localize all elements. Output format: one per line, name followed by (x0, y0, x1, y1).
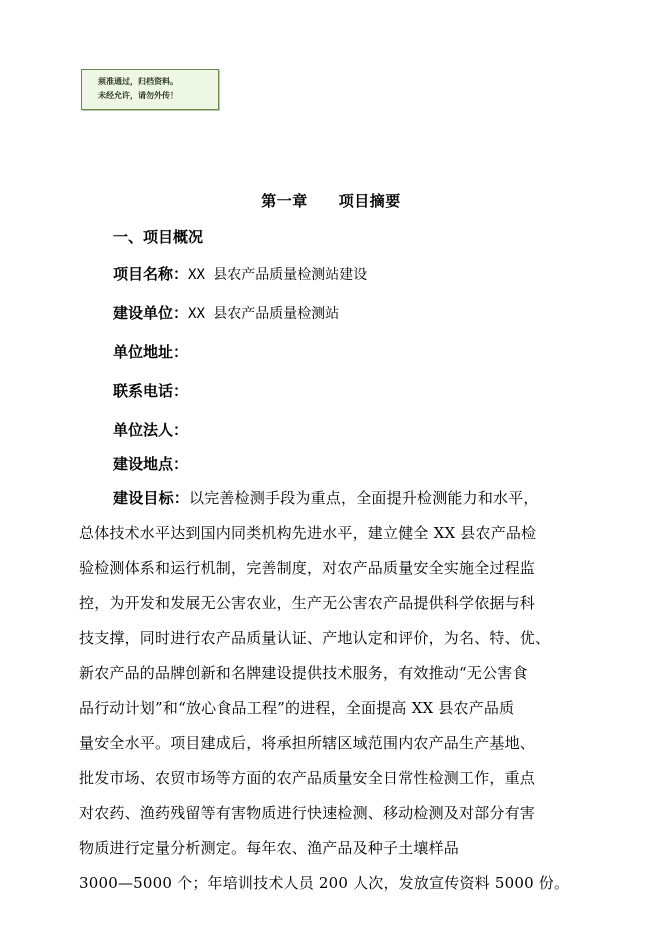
goal-label: 建设目标： (113, 489, 190, 507)
goal-line: 3000—5000 个；年培训技术人员 200 人次，发放宣传资料 5000 份。 (79, 874, 570, 892)
goal-line: 技支撑，同时进行农产品质量认证、产地认定和评价，为名、特、优、 (79, 629, 551, 647)
goal-line: 控，为开发和发展无公害农业，生产无公害农产品提供科学依据与科 (79, 594, 536, 612)
goal-line: 品行动计划”和“放心食品工程”的进程，全面提高 XX 县农产品质 (79, 699, 515, 717)
goal-first-line (113, 487, 539, 508)
section-heading: 一、项目概况 (113, 228, 204, 246)
stamp-line-1: 须准通过，归档资料。 (98, 77, 178, 86)
field-project-name (113, 263, 367, 284)
goal-line: 对农药、渔药残留等有害物质进行快速检测、移动检测及对部分有害 (79, 804, 536, 822)
field-legal-representative (113, 419, 188, 440)
field-unit-address (113, 341, 188, 362)
field-value: XX 县农产品质量检测站 (188, 306, 340, 322)
chapter-title: 第一章 项目摘要 (261, 192, 401, 210)
field-construction-unit (113, 302, 339, 323)
goal-line: 量安全水平。项目建成后，将承担所辖区域范围内农产品生产基地、 (79, 734, 536, 752)
field-value: XX 县农产品质量检测站建设 (188, 267, 368, 283)
field-contact-phone (113, 380, 188, 401)
stamp-line-2: 未经允许，请勿外传！ (98, 91, 178, 100)
field-label: 项目名称： (113, 265, 189, 283)
goal-text: 以完善检测手段为重点，全面提升检测能力和水平， (189, 489, 539, 507)
field-label: 单位法人： (113, 421, 189, 439)
field-label: 建设地点： (113, 455, 189, 473)
field-label: 建设单位： (113, 304, 189, 322)
goal-line: 物质进行定量分析测定。每年农、渔产品及种子土壤样品 (79, 839, 460, 857)
field-label: 联系电话： (113, 382, 189, 400)
goal-line: 批发市场、农贸市场等方面的农产品质量安全日常性检测工作，重点 (79, 769, 536, 787)
confidential-stamp (81, 69, 219, 110)
goal-line: 新农产品的品牌创新和名牌建设提供技术服务，有效推动“无公害食 (79, 664, 528, 682)
goal-line: 总体技术水平达到国内同类机构先进水平，建立健全 XX 县农产品检 (79, 524, 537, 542)
goal-line: 验检测体系和运行机制，完善制度，对农产品质量安全实施全过程监 (79, 559, 536, 577)
field-construction-site (113, 453, 188, 474)
field-label: 单位地址： (113, 343, 189, 361)
